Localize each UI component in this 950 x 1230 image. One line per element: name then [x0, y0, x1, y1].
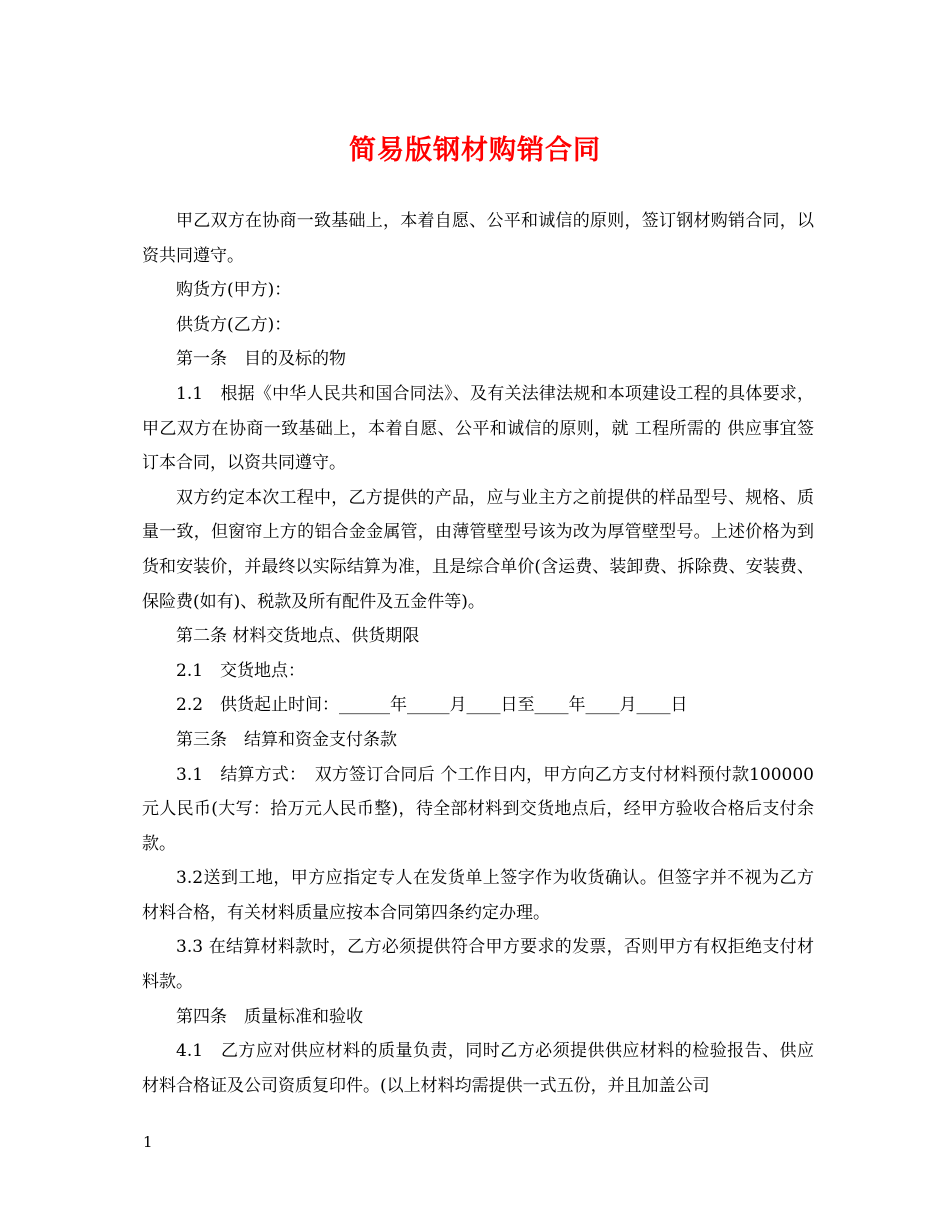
paragraph-4-1: 4.1 乙方应对供应材料的质量负责，同时乙方必须提供供应材料的检验报告、供应材料合格证及公司资质复印件。(以上材料均需提供一式五份，并且加盖公司	[142, 1041, 814, 1096]
paragraph-buyer: 购货方(甲方)：	[176, 280, 292, 301]
document-title: 简易版钢材购销合同	[349, 135, 601, 166]
section-heading-4: 第四条 质量标准和验收	[176, 1006, 363, 1027]
paragraph-intro: 甲乙双方在协商一致基础上，本着自愿、公平和诚信的原则，签订钢材购销合同，以资共同遵守。	[142, 211, 814, 266]
page-number: 1	[143, 1133, 153, 1151]
section-heading-3: 第三条 结算和资金支付条款	[176, 729, 397, 750]
paragraph-2-2: 2.2 供货起止时间：______年_____月____日至____年____月____日	[176, 695, 688, 716]
paragraph-product-agreement: 双方约定本次工程中，乙方提供的产品，应与业主方之前提供的样品型号、规格、质量一致，但窗帘上方的铝合金金属管，由薄管壁型号该为改为厚管壁型号。上述价格为到货和安装价，并最终以实际结算为准，且是综合单价(含运费、装卸费、拆除费、安装费、保险费(如有)、税款及所有配件及五金件等)。	[142, 487, 814, 612]
section-heading-1: 第一条 目的及标的物	[176, 349, 346, 370]
section-heading-2: 第二条 材料交货地点、供货期限	[176, 626, 420, 647]
paragraph-supplier: 供货方(乙方)：	[176, 314, 292, 335]
paragraph-1-1: 1.1 根据《中华人民共和国合同法》、及有关法律法规和本项建设工程的具体要求，甲乙双方在协商一致基础上，本着自愿、公平和诚信的原则，就 工程所需的 供应事宜签订本合同，以资共同遵守。	[142, 383, 814, 474]
paragraph-3-3: 3.3 在结算材料款时，乙方必须提供符合甲方要求的发票，否则甲方有权拒绝支付材料款。	[142, 937, 814, 993]
paragraph-2-1: 2.1 交货地点：	[176, 660, 306, 681]
document-body	[142, 204, 814, 1103]
paragraph-3-1: 3.1 结算方式： 双方签订合同后 个工作日内，甲方向乙方支付材料预付款100000元人民币(大写：拾万元人民币整)，待全部材料到交货地点后，经甲方验收合格后支付余款。	[142, 764, 814, 854]
paragraph-3-2: 3.2送到工地，甲方应指定专人在发货单上签字作为收货确认。但签字并不视为乙方材料合格，有关材料质量应按本合同第四条约定办理。	[142, 868, 814, 923]
